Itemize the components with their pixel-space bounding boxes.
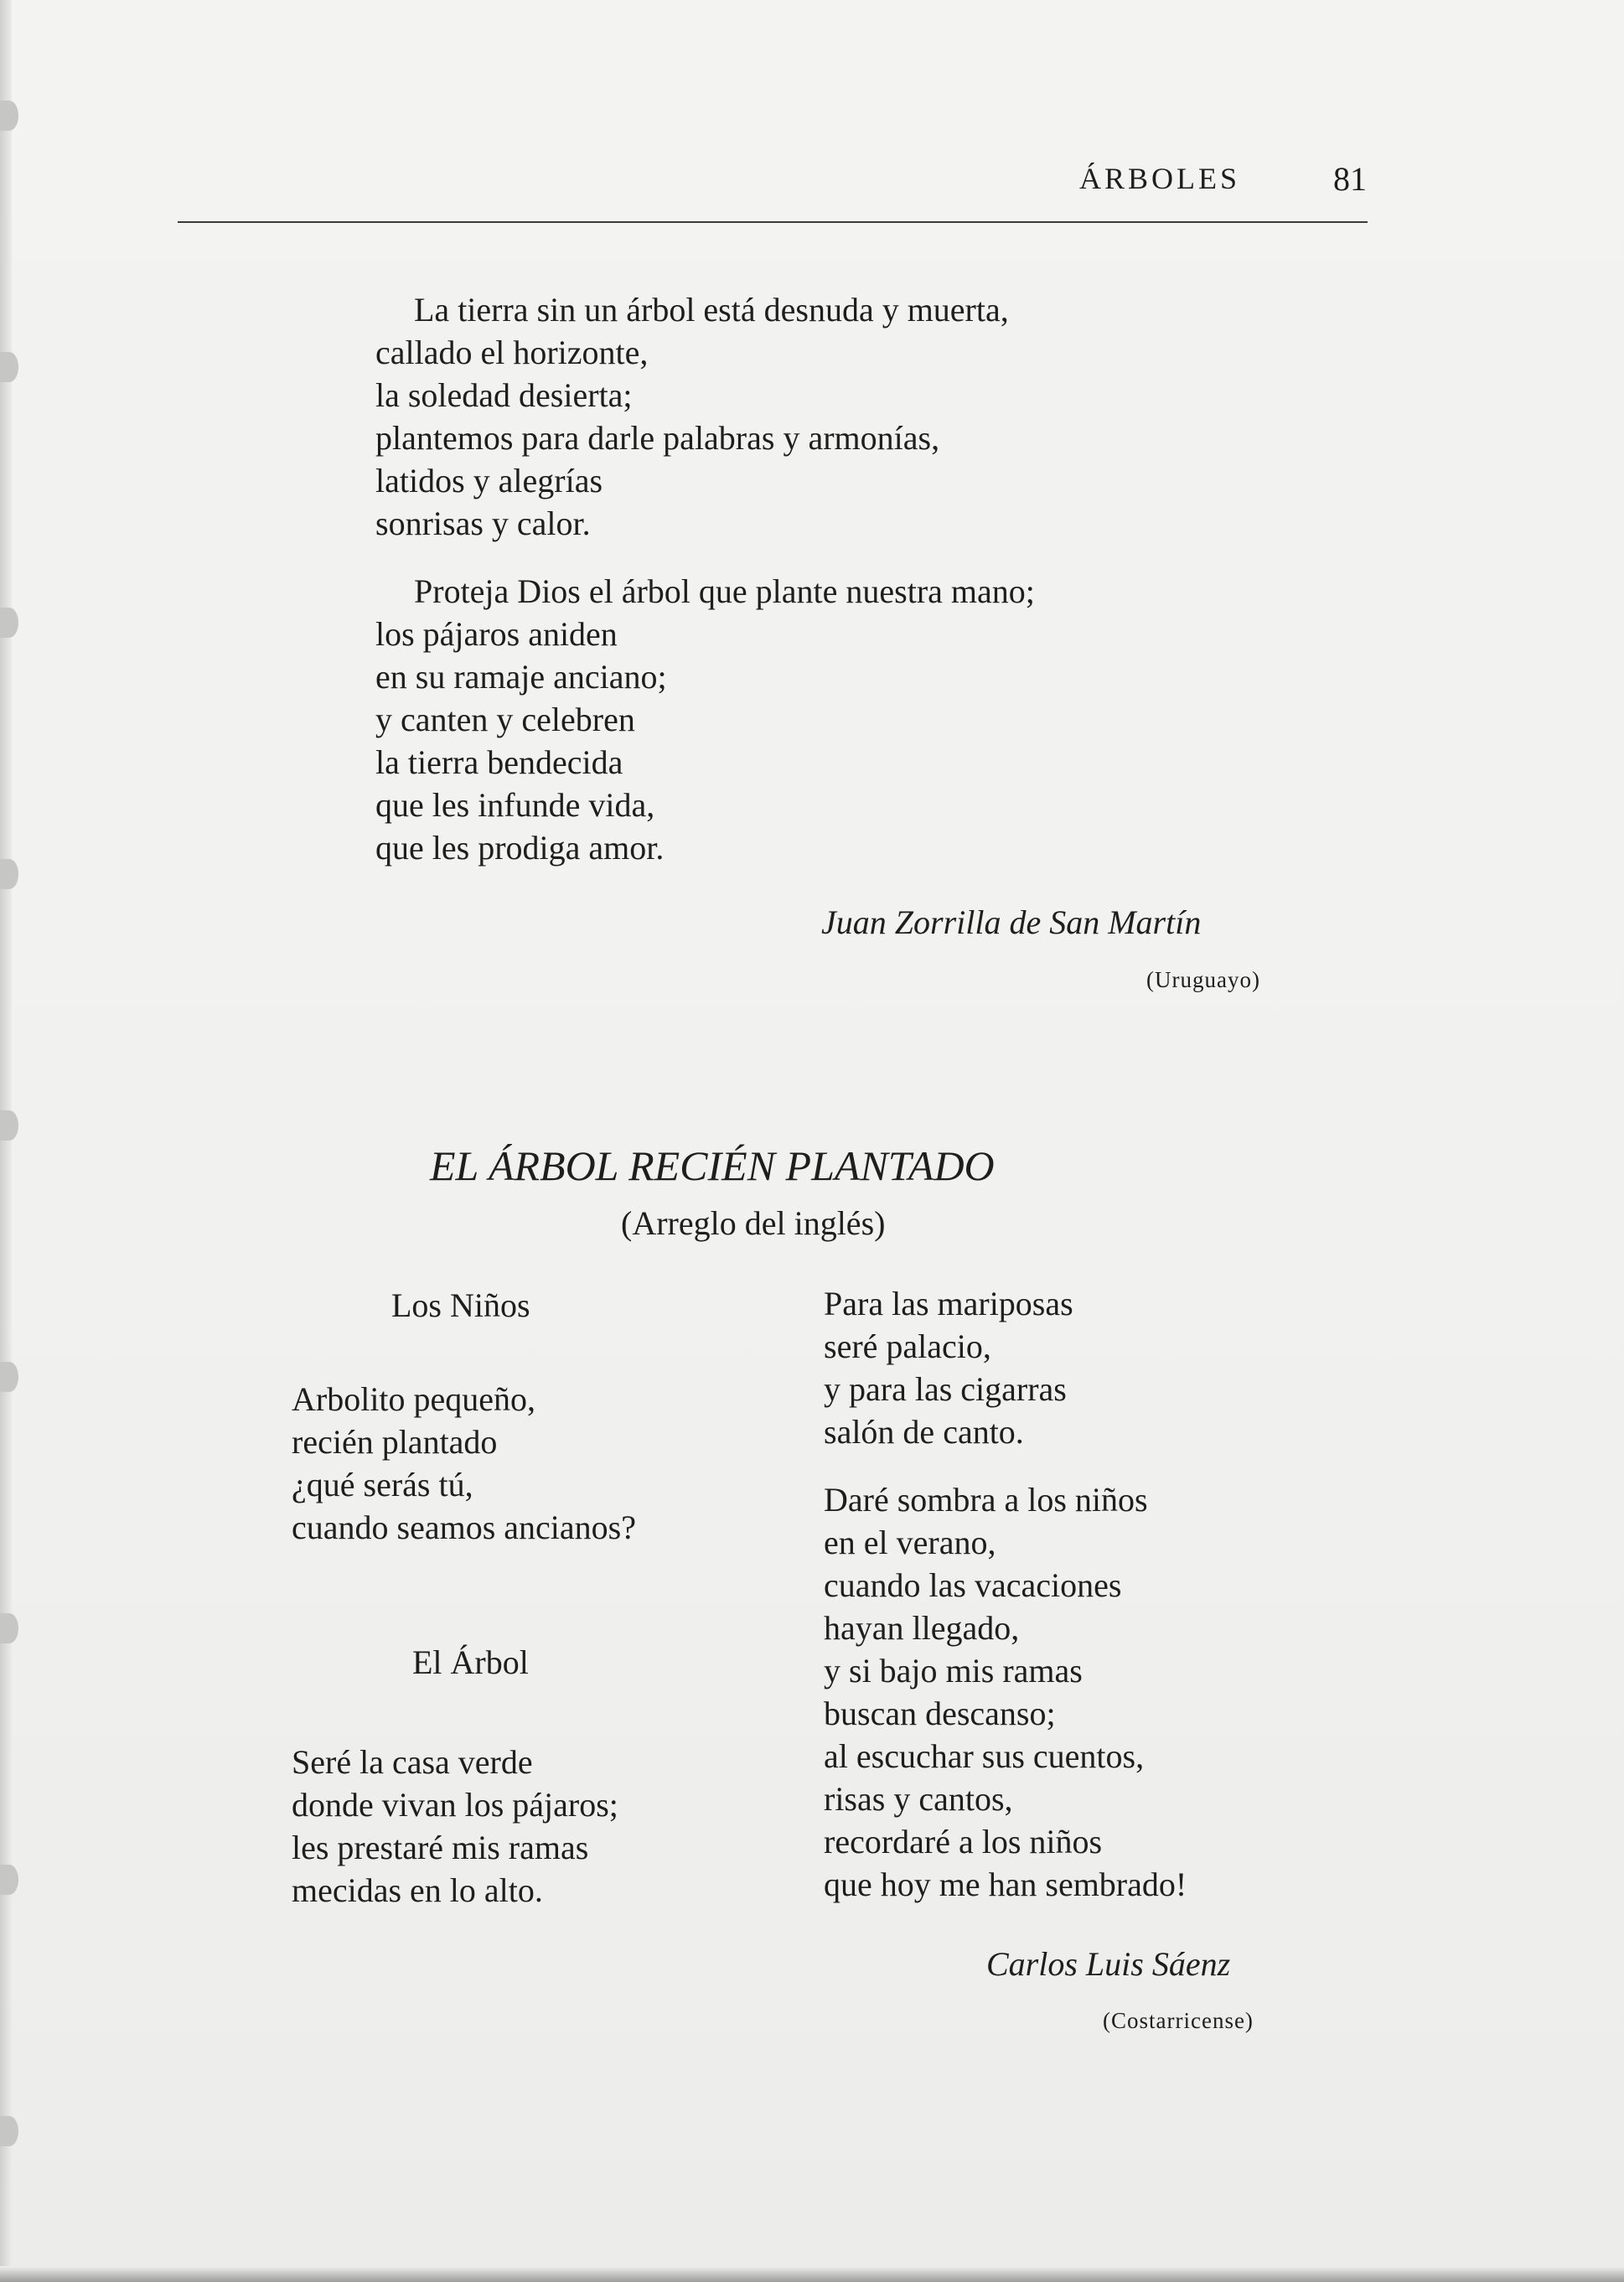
poem1-stanza2	[375, 570, 1035, 869]
verse-line: donde vivan los pájaros;	[292, 1786, 618, 1824]
poem2-right-stanza1	[824, 1282, 1073, 1453]
verse-line: la tierra bendecida	[375, 743, 623, 781]
verse-line: que hoy me han sembrado!	[824, 1865, 1187, 1903]
header-rule	[178, 221, 1368, 223]
verse-line: les prestaré mis ramas	[292, 1829, 589, 1866]
verse-line: los pájaros aniden	[375, 615, 618, 653]
poem1-author: Juan Zorrilla de San Martín	[821, 903, 1202, 941]
verse-line: buscan descanso;	[824, 1695, 1056, 1732]
poem1-stanza1	[375, 288, 1009, 545]
verse-line: latidos y alegrías	[375, 462, 603, 499]
verse-line: mecidas en lo alto.	[292, 1871, 543, 1909]
verse-line: Daré sombra a los niños	[824, 1481, 1148, 1519]
verse-line: Seré la casa verde	[292, 1743, 533, 1781]
binding-hole	[0, 1362, 18, 1392]
poem1-nationality: (Uruguayo)	[1146, 967, 1260, 992]
verse-line: cuando seamos ancianos?	[292, 1508, 636, 1546]
binding-edge	[0, 0, 12, 2282]
verse-line: la soledad desierta;	[375, 376, 633, 414]
binding-hole	[0, 1110, 18, 1141]
page-number: 81	[1333, 160, 1367, 198]
binding-hole	[0, 608, 18, 638]
poem2-author: Carlos Luis Sáenz	[986, 1945, 1231, 1983]
verse-line: recién plantado	[292, 1423, 498, 1461]
verse-line: y para las cigarras	[824, 1370, 1067, 1408]
verse-line: cuando las vacaciones	[824, 1566, 1122, 1604]
verse-line: al escuchar sus cuentos,	[824, 1737, 1145, 1775]
verse-line: que les prodiga amor.	[375, 829, 665, 867]
verse-line: y si bajo mis ramas	[824, 1652, 1083, 1690]
running-head: ÁRBOLES	[1079, 162, 1241, 195]
binding-hole	[0, 1865, 18, 1895]
poem2-left-stanza1	[292, 1378, 636, 1549]
verse-line: sonrisas y calor.	[375, 505, 591, 542]
speaker-label: El Árbol	[412, 1643, 529, 1681]
poem2-title: EL ÁRBOL RECIÉN PLANTADO	[430, 1142, 995, 1189]
binding-hole	[0, 352, 18, 382]
verse-line: y canten y celebren	[375, 701, 635, 738]
verse-line: Para las mariposas	[824, 1285, 1073, 1322]
verse-line: salón de canto.	[824, 1413, 1024, 1451]
page-bottom-edge	[0, 2266, 1624, 2282]
verse-line: hayan llegado,	[824, 1609, 1020, 1647]
poem2-left-stanza2	[292, 1741, 618, 1912]
binding-hole	[0, 2116, 18, 2146]
verse-line: ¿qué serás tú,	[292, 1466, 473, 1503]
verse-line: risas y cantos,	[824, 1780, 1013, 1818]
verse-line: Arbolito pequeño,	[292, 1380, 536, 1418]
binding-hole	[0, 1613, 18, 1643]
binding-hole	[0, 859, 18, 889]
poem2-nationality: (Costarricense)	[1103, 2008, 1254, 2033]
poem2-right-stanza2	[824, 1478, 1187, 1906]
verse-line: Proteja Dios el árbol que plante nuestra mano;	[414, 572, 1035, 610]
verse-line: callado el horizonte,	[375, 334, 649, 371]
verse-line: en el verano,	[824, 1524, 996, 1561]
speaker-label: Los Niños	[391, 1286, 530, 1324]
verse-line: en su ramaje anciano;	[375, 658, 667, 696]
verse-line: que les infunde vida,	[375, 786, 655, 824]
verse-line: seré palacio,	[824, 1327, 991, 1365]
verse-line: plantemos para darle palabras y armonías,	[375, 419, 940, 457]
verse-line: recordaré a los niños	[824, 1823, 1103, 1860]
verse-line: La tierra sin un árbol está desnuda y muerta,	[414, 291, 1009, 329]
poem2-subtitle: (Arreglo del inglés)	[621, 1204, 886, 1242]
binding-hole	[0, 101, 18, 131]
